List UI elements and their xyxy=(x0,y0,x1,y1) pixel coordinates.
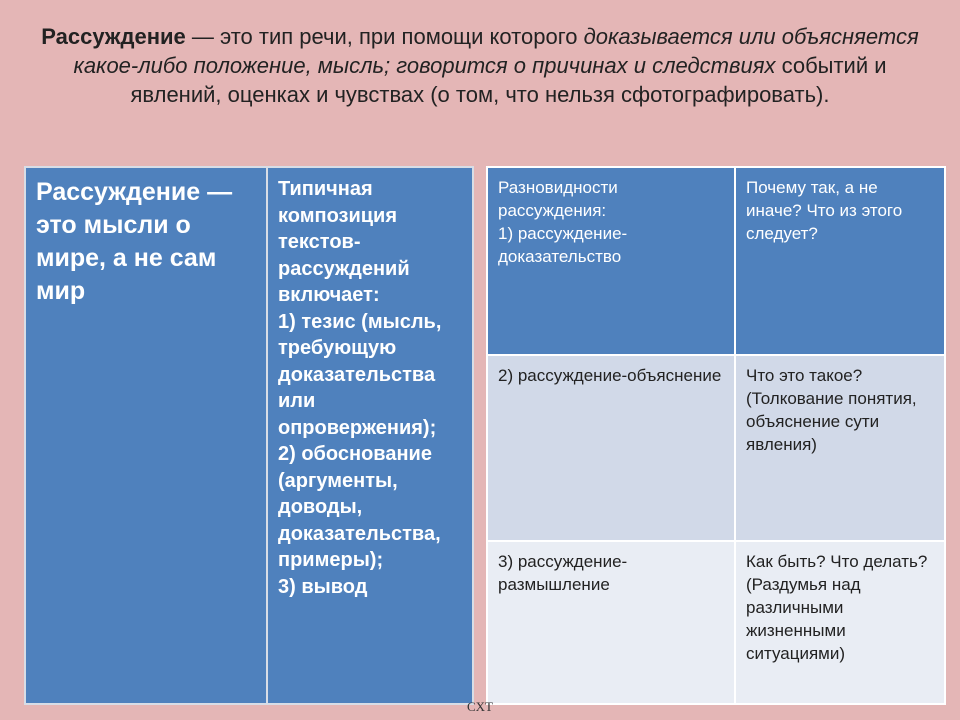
headline-part1: — это тип речи, при помощи которого xyxy=(185,24,584,49)
composition-table xyxy=(24,166,474,705)
definition-text: Рассуждение — это мысли о мире, а не сам мир xyxy=(36,178,233,305)
footer-label: CXT xyxy=(467,699,493,714)
question-text: Как быть? Что делать? (Раздумья над различными жизненными ситуациями) xyxy=(746,552,928,663)
question-text: Что это такое? (Толкование понятия, объяснение сути явления) xyxy=(746,366,917,454)
composition-text: Типичная композиция текстов-рассуждений включает: 1) тезис (мысль, требующую доказательства или опровержения); 2) обоснование (аргументы, доводы, доказательства, примеры); 3) вывод xyxy=(278,178,442,598)
variety-text: 2) рассуждение-объяснение xyxy=(498,366,722,385)
variety-cell xyxy=(487,167,735,355)
headline-italic: доказывается или объясняется какое-либо положение, мысль; говорится о причинах и следствиях xyxy=(73,24,919,78)
headline-term: Рассуждение xyxy=(41,24,186,49)
variety-cell xyxy=(487,355,735,541)
variety-text: 3) рассуждение-размышление xyxy=(498,552,628,594)
question-text: Почему так, а не иначе? Что из этого следует? xyxy=(746,178,903,243)
table-row xyxy=(487,167,945,355)
varieties-table xyxy=(486,166,946,705)
headline-part2: событий и явлений, оценках и чувствах (о том, что нельзя сфотографировать). xyxy=(130,53,887,107)
question-cell xyxy=(735,355,945,541)
table-row xyxy=(25,167,473,704)
composition-cell xyxy=(267,167,473,704)
definition-cell xyxy=(25,167,267,704)
slide-headline xyxy=(40,22,920,109)
table-row xyxy=(487,541,945,704)
variety-text: Разновидности рассуждения: 1) рассуждение-доказательство xyxy=(498,178,628,266)
question-cell xyxy=(735,541,945,704)
table-row xyxy=(487,355,945,541)
variety-cell xyxy=(487,541,735,704)
question-cell xyxy=(735,167,945,355)
